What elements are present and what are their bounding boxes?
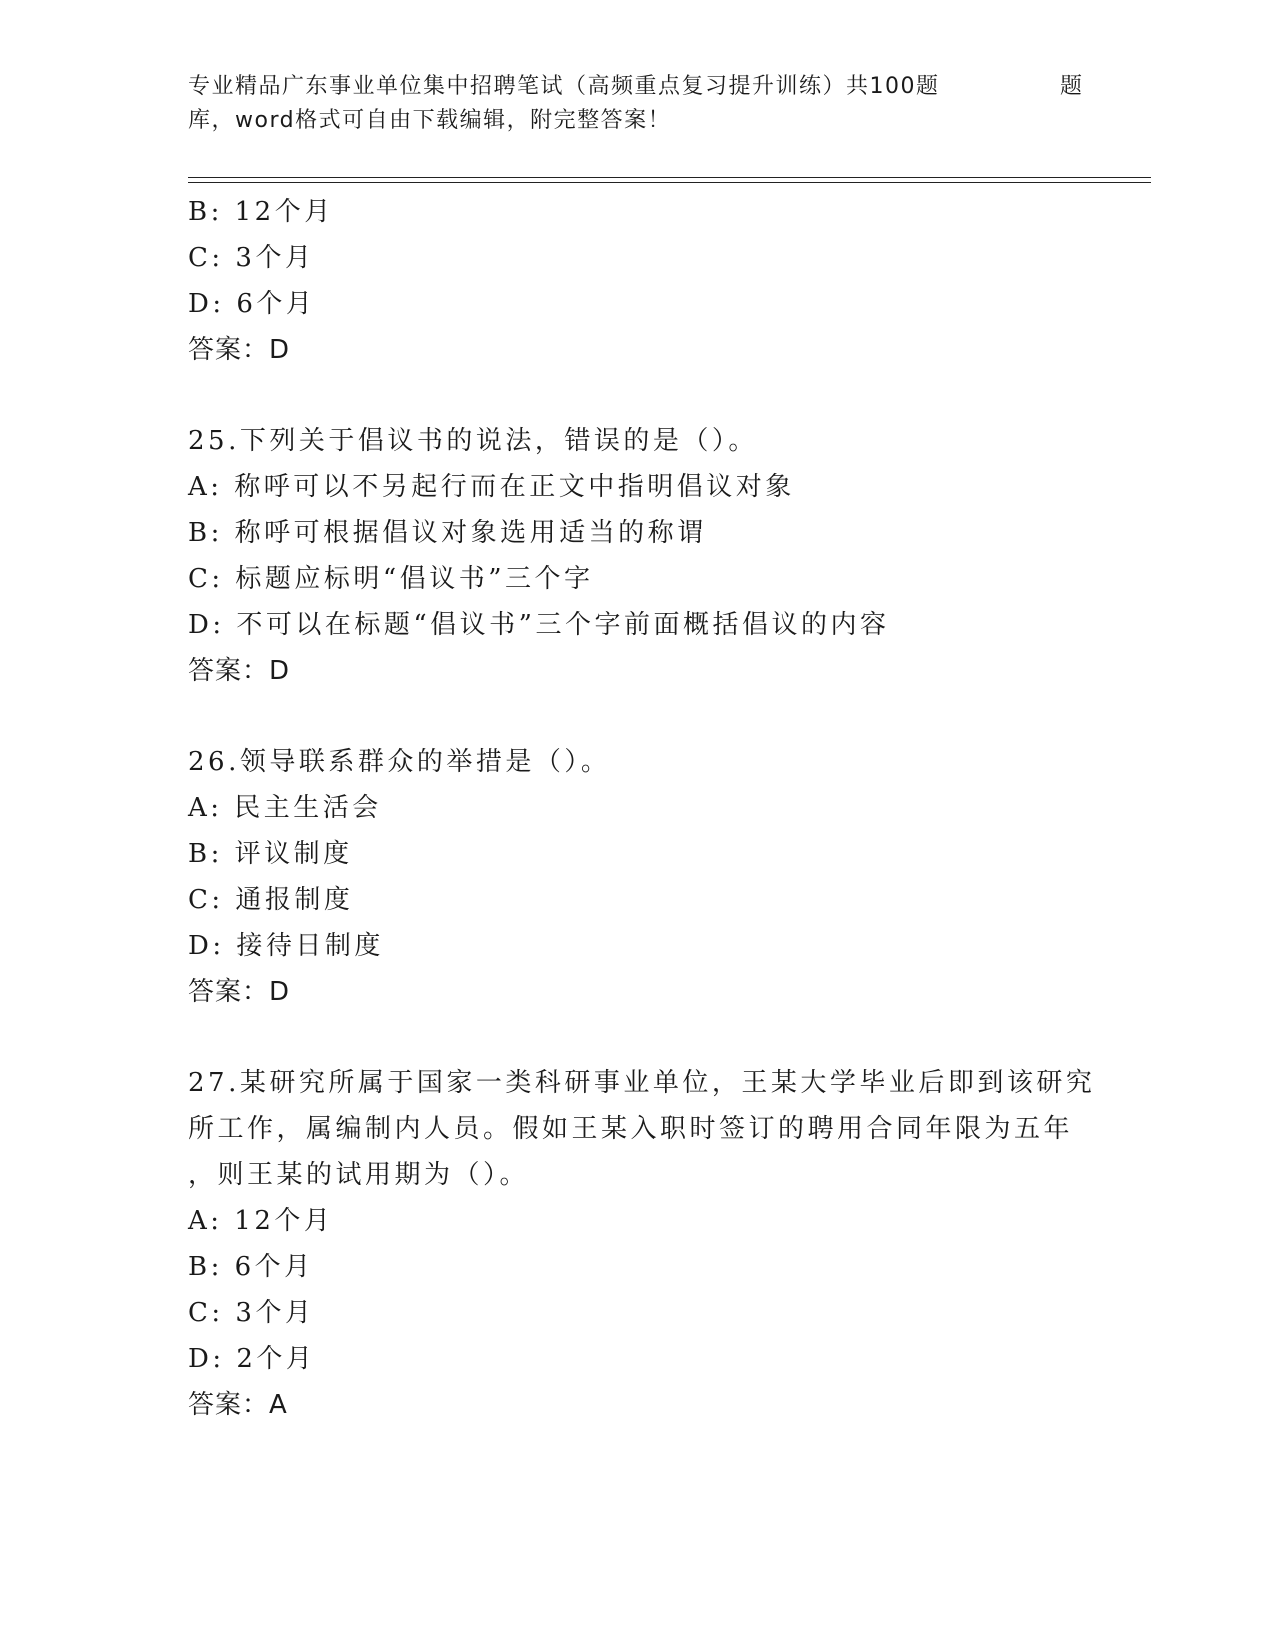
header-divider-top (188, 177, 1151, 178)
header-title: 专业精品广东事业单位集中招聘笔试（高频重点复习提升训练）共100题 (188, 74, 940, 99)
header-divider-bottom (188, 182, 1151, 183)
option-c: C: 标题应标明“倡议书”三个字 (188, 564, 594, 594)
option-d: D: 不可以在标题“倡议书”三个字前面概括倡议的内容 (188, 610, 890, 640)
question-block-25 (188, 418, 1088, 694)
question-stem-line-1: 27.某研究所属于国家一类科研事业单位，王某大学毕业后即到该研究 (188, 1068, 1096, 1098)
answer: 答案：A (188, 1390, 288, 1420)
header-title-tail: 题 (1060, 74, 1084, 99)
option-b: B: 评议制度 (188, 839, 353, 869)
option-a: A: 民主生活会 (188, 793, 382, 823)
page-content (188, 189, 1096, 1428)
question-stem-line-3: ，则王某的试用期为（）。 (188, 1160, 530, 1190)
answer: 答案：D (188, 656, 291, 686)
answer: 答案：D (188, 335, 291, 365)
page-header (188, 70, 1088, 138)
option-c: C: 3个月 (188, 243, 315, 273)
option-c: C: 通报制度 (188, 885, 354, 915)
question-stem: 26.领导联系群众的举措是（）。 (188, 747, 611, 777)
answer: 答案：D (188, 977, 291, 1007)
spacer (188, 694, 1088, 739)
option-b: B: 称呼可根据倡议对象选用适当的称谓 (188, 518, 707, 548)
question-block-27 (188, 1060, 1096, 1428)
option-d: D: 接待日制度 (188, 931, 384, 961)
option-b: B: 12个月 (188, 197, 334, 227)
option-d: D: 6个月 (188, 289, 316, 319)
question-stem-line-2: 所工作，属编制内人员。假如王某入职时签订的聘用合同年限为五年 (188, 1114, 1074, 1144)
spacer (188, 1015, 1088, 1060)
question-block-26 (188, 739, 1088, 1015)
option-c: C: 3个月 (188, 1298, 315, 1328)
option-b: B: 6个月 (188, 1252, 314, 1282)
header-line-2: 库，word格式可自由下载编辑，附完整答案！ (188, 108, 672, 133)
question-block-prev (188, 189, 1088, 373)
spacer (188, 373, 1088, 418)
question-stem: 25.下列关于倡议书的说法，错误的是（）。 (188, 426, 758, 456)
option-d: D: 2个月 (188, 1344, 316, 1374)
option-a: A: 称呼可以不另起行而在正文中指明倡议对象 (188, 472, 795, 502)
header-line-1 (188, 70, 1088, 104)
option-a: A: 12个月 (188, 1206, 334, 1236)
